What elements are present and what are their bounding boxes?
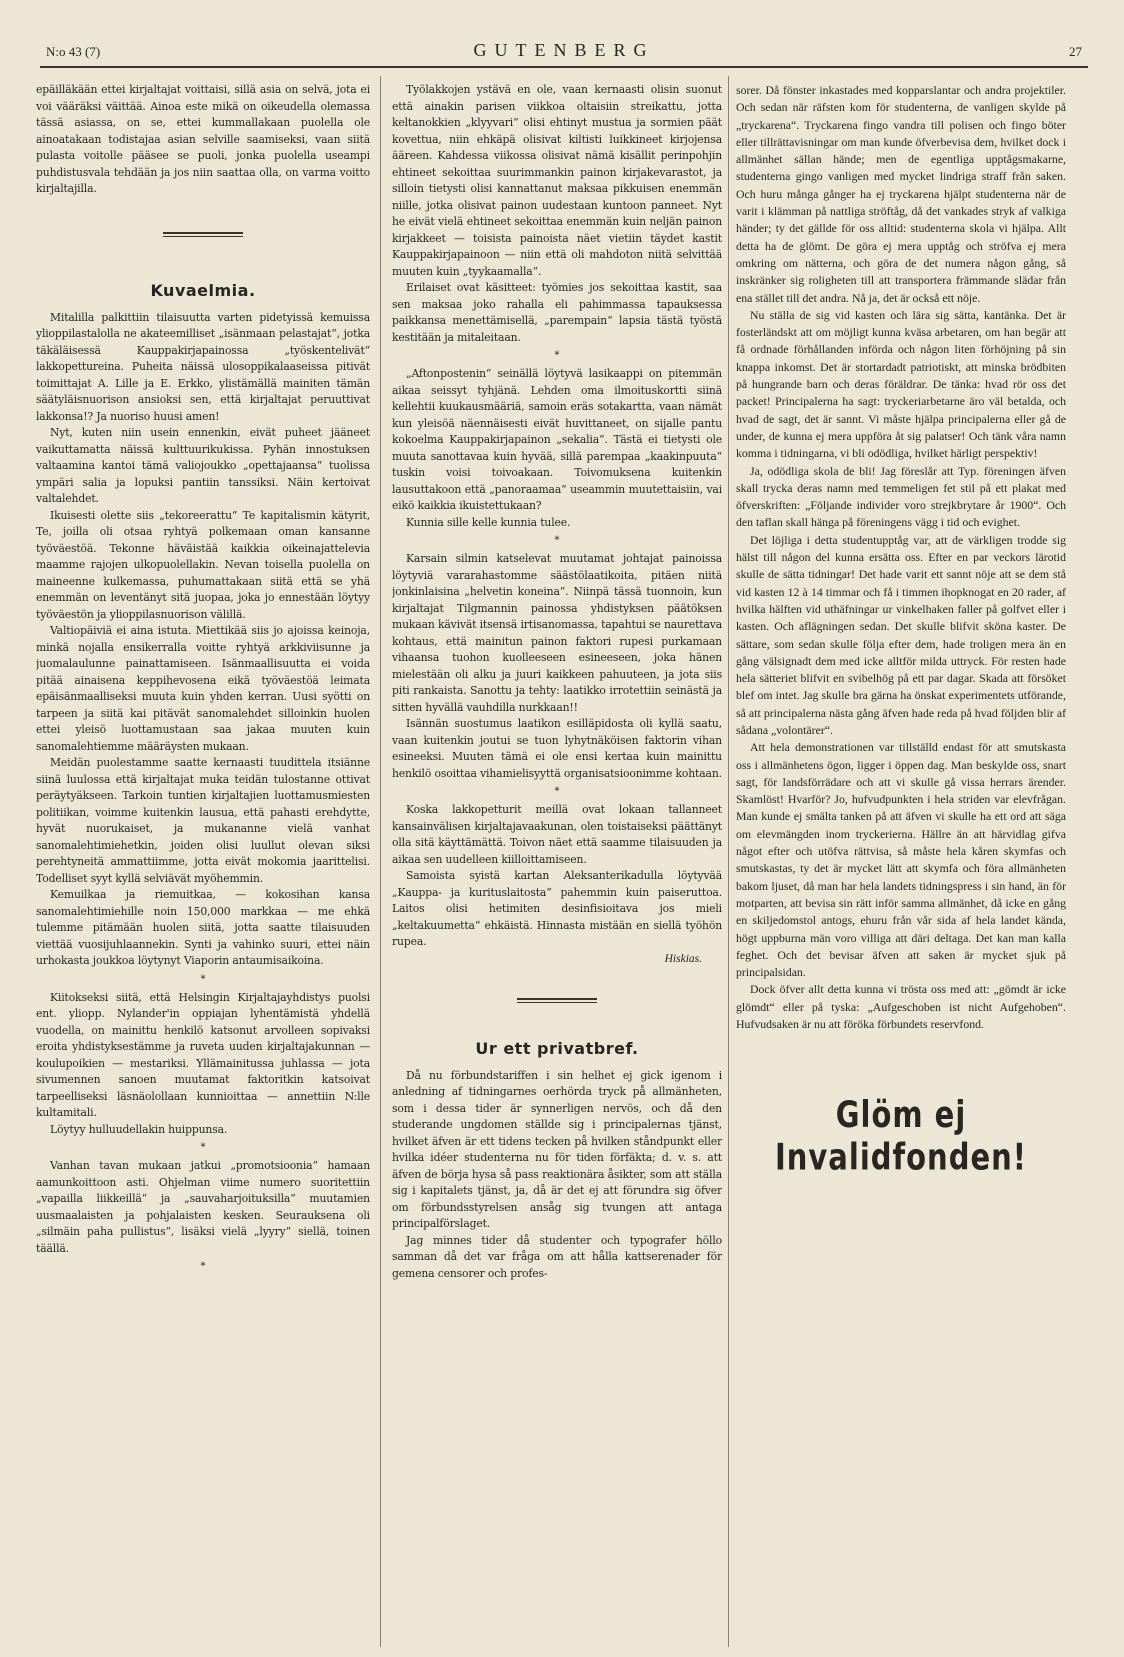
paragraph: Det löjliga i detta studentupptåg var, att de värkligen trodde sig hälst till någon del kunna ersätta oss. Efter en par veckors lärotid skulle de sätta tidningar! Det hade varit ett sannt nöje att se dem stå vid kasten 12 à 14 timmar och få i timmen ihopknogat en 20 rader, af hvilka hälften vid uthäfningar ur vinkelhaken faller på golfvet eller i kasten. Och aflägningen sedan. Det skulle blifvit sköna kaster. De sättare, som sedan skulle följa efter dem, hade troligen mera än en gång välsignadt dem med icke alltför milda uttryck. För resten hade hela sätteriet blifvit en svibelhög på ett par dagar. Skada att försöket blef om intet. Jag skulle bra gärna ha önskat experimentets utförande, så att principalerna nästa gång äfven hade reda på hvad följden blir af sådana „volontärer“.: [736, 532, 1066, 737]
paragraph: sorer. Då fönster inkastades med kopparslantar och andra projektiler. Och sedan när räfsten kom för studenterna, de vanligen skylde på „tryckarena“. Tryckarena fingo vandra till polisen och fingo böter eller tillrättavisningar om man kunde öfverbevisa dem, hvilket dock i allmänhet sällan hände; men de egentliga upptågsmakarne, studenterna gingo vanligen med mycket lindriga straff från saken. Och huru många gånger ha ej tryckarena hjälpt studenterna när de varit i klämman på nattliga ströftåg, då det vankades stryk af valkiga händer; ty det gällde för oss alltid: studenterna skola vi hjälpa. Allt detta ha de glömt. De göra ej mera upptåg och ströfva ej mera omkring om nätterna, och göra de det numera någon gång, så inskränker sig roligheten till att transportera främmande slädar från ena stället till det andra. Nå ja, det är också ett nöje.: [736, 83, 1066, 305]
page-header: [46, 40, 1082, 62]
paragraph: Att hela demonstrationen var tillställd endast för att smutskasta oss i allmänhetens ögon, ligger i öppen dag. Man beskylde oss, snart sagt, för landsförrädare och att vi skulle gå vissa herrars ärender. Skamlöst! Hvarför? Jo, hufvudpunkten i hela striden var elevfrågan. Man kunde ej smälta tanken på att äfven vi skulle ha ett ord att säga om elevmängden inom tryckerierna. Hällre än att härvidlag gifva något efter och utöfva rättvisa, så måste hela kåren skymfas och smutskastas, ty det är mycket lätt att skymfa och föra allmänheten bakom ljuset, då man har hela landets tidningspress i sin hand, än för motparten, att bevisa sin rätt inför samma allmänhet, då icke en gång en skiljedomstol antogs, ehuru från vår sida af hela landet kända, högt uppburna män voro villiga att däri deltaga. Det kan man kalla feghet. Och det bevisar äfven att saken är mycket sjuk på principalsidan.: [736, 740, 1066, 980]
slogan-banner: Glöm ej Invalidfonden!: [774, 1093, 1028, 1179]
paragraph: Kunnia sille kelle kunnia tulee.: [406, 515, 571, 529]
column-1: [36, 82, 370, 1649]
asterisk-separator: *: [200, 1142, 206, 1153]
paragraph: Dock öfver allt detta kunna vi trösta oss med att: „gömdt är icke glömdt“ eller på tyska: „Aufgeschoben ist nicht Aufgehoben“. Hufvudsaken är nu att föröka förbundets reservfond.: [736, 982, 1066, 1032]
paragraph: Nyt, kuten niin usein ennenkin, eivät puheet jääneet vaikuttamatta näissä kulttuurikukissa. Pyhän innostuksen valtaamina kantoi tämä valiojoukko „opettajaansa“ tuolissa ympäri salia ja lopuksi pantiin tanssiksi. Näin kertoivat valtalehdet.: [36, 426, 370, 505]
column-divider-2: [728, 76, 729, 1647]
asterisk-separator: *: [554, 786, 560, 797]
paragraph: Kemuilkaa ja riemuitkaa, — kokosihan kansa sanomalehtimiehille noin 150,000 markkaa — me ehkä tulemme pitämään huolen siitä, jotta saatte tilaisuuden viettää vuosijuhlaannekin. Synti ja vahinko suuri, ettei näin urhokasta joukkoa löytynyt Viaporin antaumisaikoina.: [36, 888, 370, 967]
asterisk-separator: *: [554, 350, 560, 361]
paragraph: Ikuisesti olette siis „tekoreerattu“ Te kapitalismin kätyrit, Te, joilla oli otsaa ryhtyä polkemaan oman kansanne työväestöä. Tekonne häväistää kaikkia oikeinajattelevia maamme rajojen ulkopuolellakin. Nevan toisella puolella on maineenne kulkemassa, puhumattakaan siitä että se yhä enemmän on leventänyt sitä juopaa, joka jo ennestään löytyy työväestön ja ylioppilasnuorison välillä.: [36, 508, 370, 621]
section-heading: Kuvaelmia.: [150, 280, 256, 300]
paragraph: Samoista syistä kartan Aleksanterikadulla löytyvää „Kauppa- ja kurituslaitosta“ pahemmin kuin paiseruttoa. Laitos olisi hetimiten desinfisioitava jos mieli „keltakuumetta“ ehkäistä. Hinnasta mistään en siellä työhön rupea.: [392, 869, 722, 948]
paragraph: Koska lakkopetturit meillä ovat lokaan tallanneet kansainvälisen kirjaltajavaakunan, olen toistaiseksi päättänyt olla sitä käyttämättä. Toivon näet että saamme tilaisuuden ja aikaa sen uudelleen kiilloittamiseen.: [392, 803, 722, 866]
paragraph: Löytyy hulluudellakin huippunsa.: [50, 1122, 228, 1136]
paragraph: Karsain silmin katselevat muutamat johtajat painoissa löytyviä vararahastomme säästölaatikoita, pitäen niitä jonkinlaisina „helvetin koneina“. Niinpä tässä tuonnoin, kun kirjaltajat Tilgmannin painossa yhdistyksen päätöksen mukaan kävivät itsensä irtisanomassa, tapahtui se naurettava kohtaus, että mainitun painon faktori rupesi purkamaan vihaansa tuohon kuolleeseen esineeseen, joka hänen mielestään oli alku ja juuri kaikkeen pahuuteen, ja jota siis piti rankaista. Sanottu ja tehty: laatikko irrotettiin seinästä ja sitten hyvällä vauhdilla nurkkaan!!: [392, 552, 722, 714]
column-divider-1: [380, 76, 381, 1647]
paragraph: Jag minnes tider då studenter och typografer höllo samman då det var fråga om att hålla kattserenader för gemena censorer och profes-: [392, 1233, 722, 1280]
paragraph: Työlakkojen ystävä en ole, vaan kernaasti olisin suonut että ainakin parisen viikkoa oltaisiin streikattu, jotta keltanokkien „klyyvari“ olisi ehtinyt mustua ja sormien päät kovettua, niin ehkäpä olisivat kiltisti luikkineet kirjojensa ääreen. Kahdessa viikossa olisivat nämä kisällit perinpohjin ehtineet sekoittaa suurimmankin painon kirjakevarastot, ja silloin tietysti olisi kannattanut maksaa pikkuisen enemmän niille, jotka olisivat painon uudestaan kuntoon panneet. Nyt he eivät vielä ehtineet sekoittaa enemmän kuin neljän painon kirjakkeet — toisista painoista näet vietiin täydet kastit Kauppakirjapainoon — niin että oli mahdoton niitä selvittää muuten kuin „tyykaamalla“.: [392, 83, 722, 278]
section-heading: Ur ett privatbref.: [475, 1038, 639, 1058]
paragraph: Kiitokseksi siitä, että Helsingin Kirjaltajayhdistys puolsi ent. yliopp. Nylander'in oppiajan lyhentämistä yhdellä vuodella, on mainittu henkilö katsonut arvolleen sopivaksi eroita yhdistyksestämme ja ruveta uuden kirjaltajakunnan — koulupoikien — mestariksi. Yllämainitussa juhlassa — jota sivumennen sanoen muutamat faktoritkin katsoivat tarpeelliseksi läsnäolollaan kunnioittaa — annettiin N:lle kultamitali.: [36, 990, 370, 1119]
asterisk-separator: *: [200, 973, 206, 985]
section-divider: [517, 998, 597, 1003]
paragraph: „Aftonpostenin“ seinällä löytyvä lasikaappi on pitemmän aikaa seissyt tyhjänä. Lehden oma ilmoituskortti siinä kellehtii kuukausmääriä, samoin eräs sotakartta, vaan nämät kun yleisöä näennäisesti eivät huvittaneet, on sijalle pantu kokoelma Kauppakirjapainon „sekalia“. Tästä ei tietysti ole muuta sanottavaa kuin hyvää, sillä parempaa „kaakinpuuta“ tuskin voisi toivoakaan. Toivomuksena kuitenkin lausuttakoon että „panoraamaa“ useammin muutettaisiin, vai eikö kaikkia ikuistettukaan?: [392, 367, 722, 512]
column-3: [736, 82, 1066, 1649]
paragraph: Ja, odödliga skola de bli! Jag föreslår att Typ. föreningen äfven skall trycka deras namn med temmeligen fet stil på ett plakat med öfverskriften: „Följande individer voro strejkbrytare år 1900“. Och den taflan skall hänga på föreningens vägg i tid och evighet.: [736, 463, 1066, 530]
asterisk-separator: *: [200, 1261, 206, 1272]
section-divider: [163, 232, 243, 237]
paragraph: Nu ställa de sig vid kasten och lära sig sätta, kantänka. Det är fosterländskt att om möjligt kunna kväsa arbetaren, om han begär att få ordnade förhållanden införda och någon liten förhöjning på sin knappa inkomst. Det är stortardadt patriotiskt, att minska brödbiten på hungrande barn och deras föräldrar. De tänka: hvad rör oss det packet! Principalerna ha sagt: tryckeriarbetarne äro väl betalda, och hvad de sagt, det är sannt. Vi måste hjälpa principalerna eller gå de under, de kunna ej mera uppföra åt sig palatser! Och tänk våra namn komma i tidningarna, vi bli odödliga, hvilket härligt perspektiv!: [736, 307, 1066, 461]
page-number: 27: [1069, 44, 1082, 59]
paragraph: Då nu förbundstariffen i sin helhet ej gick igenom i anledning af tidningarnes oerhörda tryck på allmänheten, som i dessa tider är synnerligen nervös, och då den studerande ungdomen ställde sig i principalernas tjänst, hvilket äfven är ett tidens tecken på hvilken ståndpunkt eller hvilka idéer studenterna nu för tiden förfäkta; d. v. s. att äfven de börja hysa så pass reaktionära åsikter, som att ställa sig i kapitalets tjänst, ja, då är det ej att förundra sig öfver om förbundsstyrelsen ansåg sig tvungen att antaga principalförslaget.: [392, 1068, 722, 1230]
paragraph: Vanhan tavan mukaan jatkui „promotsioonia“ hamaan aamunkoittoon asti. Ohjelman viime numero suoritettiin „vapailla liikkeillä“ ja „sauvaharjoituksilla“ muutamien uusmaalaisten ja pohjalaisten kesken. Seurauksena oli „silmäin paha pullistus“, lisäksi vielä „lyyry“ siellä, toinen täällä.: [36, 1159, 370, 1255]
paragraph: Isännän suostumus laatikon esilläpidosta oli kyllä saatu, vaan kuitenkin joutui se tuon lyhytnäköisen faktorin vihan esineeksi. Muuten tämä ei ole ensi kertaa kuin mainittu henkilö osoittaa vihamielisyyttä organisatsioonimme kohtaan.: [392, 717, 722, 780]
author-signature: Hiskias.: [664, 952, 702, 965]
paragraph: epäilläkään ettei kirjaltajat voittaisi, sillä asia on selvä, jota ei voi vääräksi väittää. Ainoa este mikä on oikeudella olemassa tässä asiassa, on se, ettei kummallakaan puolella ole ainoatakaan todistajaa asian selville saamiseksi, vaan siitä pulasta voitolle pääsee se puoli, jonka puolella useampi puhdistusvala tehdään ja jos niin saattaa olla, on varma voitto kirjaltajilla.: [36, 83, 370, 195]
paragraph: Erilaiset ovat käsitteet: työmies jos sekoittaa kastit, saa sen maksaa joko rahalla eli pahimmassa tapauksessa paikkansa menettämisellä, „parempain“ lapsia tästä työstä kestitään ja mitaleitaan.: [392, 281, 722, 344]
asterisk-separator: *: [554, 535, 560, 546]
issue-number: N:o 43 (7): [46, 44, 101, 59]
paragraph: Valtiopäiviä ei aina istuta. Miettikää siis jo ajoissa keinoja, minkä nojalla ensikerralla voitte ryhtyä arkkiviisunne ja juomalaulunne painattamiseen. Isänmaallisuutta ei voida pitää ainaisena keppihevosena eikä työväestöä leimata epäisänmaalliseksi muuta kuin yhden kerran. Uusi syötti on tarpeen ja siitä kai pitävät sanomalehdet silloinkin huolen ettei yleisö luottamustaan saa jakaa muuten kuin sanomalehtiemme määräysten mukaan.: [36, 624, 370, 753]
header-rule: [40, 66, 1088, 68]
column-2: [392, 82, 722, 1649]
paragraph: Mitalilla palkittiin tilaisuutta varten pidetyissä kemuissa ylioppilastalolla ne akateemilliset „isänmaan pelastajat“, jotka täkäläisessä Kauppakirjapainossa „työskentelivät“ lakkopettureina. Puheita näissä ulosoppikalaaseissa pitivät toimittajat A. Lille ja E. Erkko, ylistämällä mainiten tämän säätyläisnuorison ansioksi sen, että kirjaltajat peruuttivat lakkonsa!? Ja nuoriso huusi amen!: [36, 310, 370, 423]
masthead-title: GUTENBERG: [473, 40, 655, 60]
paragraph: Meidän puolestamme saatte kernaasti tuudittela itsiänne siinä luulossa että kirjaltajat muka teidän tulostanne ottivat peräytyäkseen. Tarkoin tuntien kirjaltajien luottamusmiesten politiikan, voimme kuitenkin lausua, että pahasti erehdytte, hyvät nuorukaiset, ja mukananne vielä vanhat sanomalehtimiehetkin, joiden olisi luullut olevan siksi perehtyneitä ammattiimme, jotta eivät mokomia jaarittelisi. Todelliset syyt kyllä selviävät myöhemmin.: [36, 756, 370, 885]
